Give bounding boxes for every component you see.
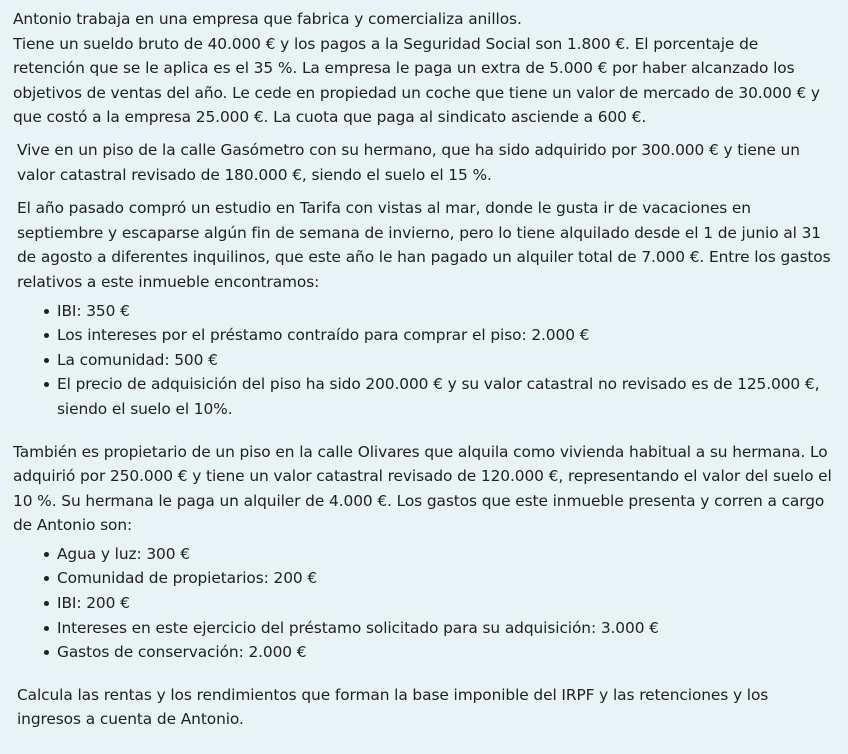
intro-line: Antonio trabaja en una empresa que fabrica y comercializa anillos.: [13, 10, 522, 28]
list-item: Agua y luz: 300 €: [57, 542, 834, 567]
list-item: Intereses en este ejercicio del préstamo solicitado para su adquisición: 3.000 €: [57, 616, 834, 641]
salary-paragraph: Tiene un sueldo bruto de 40.000 € y los pagos a la Seguridad Social son 1.800 €. El porcentaje de retención que se le aplica es el 35 %. La empresa le paga un extra de 5.000 € por haber alcanzado los objetivos de ventas del año. Le cede en propiedad un coche que tiene un valor de mercado de 30.000 € y que costó a la empresa 25.000 €. La cuota que paga al sindicato asciende a 600 €.: [13, 34, 820, 127]
list-item: La comunidad: 500 €: [57, 348, 834, 373]
list-item: Gastos de conservación: 2.000 €: [57, 640, 834, 665]
task-paragraph: Calcula las rentas y los rendimientos que forman la base imponible del IRPF y las retenciones y los ingresos a cuenta de Antonio.: [17, 685, 769, 729]
list-item: IBI: 350 €: [57, 299, 834, 324]
olivares-expenses-list: [13, 542, 834, 665]
tarifa-paragraph: El año pasado compró un estudio en Tarifa con vistas al mar, donde le gusta ir de vacaciones en septiembre y escaparse algún fin de semana de invierno, pero lo tiene alquilado desde el 1 de junio al 31 de agosto a diferentes inquilinos, que este año le han pagado un alquiler total de 7.000 €. Entre los gastos relativos a este inmueble encontramos:: [17, 199, 831, 291]
olivares-paragraph: También es propietario de un piso en la calle Olivares que alquila como vivienda habitual a su hermana. Lo adquirió por 250.000 € y tiene un valor catastral revisado de 120.000 €, representando el valor del suelo el 10 %. Su hermana le paga un alquiler de 4.000 €. Los gastos que este inmueble presenta y corren a cargo de Antonio son:: [13, 442, 832, 535]
tarifa-expenses-list: [13, 299, 834, 422]
list-item: Los intereses por el préstamo contraído para comprar el piso: 2.000 €: [57, 323, 834, 348]
list-item: Comunidad de propietarios: 200 €: [57, 566, 834, 591]
list-item: IBI: 200 €: [57, 591, 834, 616]
list-item: El precio de adquisición del piso ha sido 200.000 € y su valor catastral no revisado es de 125.000 €, siendo el suelo el 10%.: [57, 372, 834, 421]
residence-paragraph: Vive en un piso de la calle Gasómetro con su hermano, que ha sido adquirido por 300.000 € y tiene un valor catastral revisado de 180.000 €, siendo el suelo el 15 %.: [17, 141, 800, 185]
